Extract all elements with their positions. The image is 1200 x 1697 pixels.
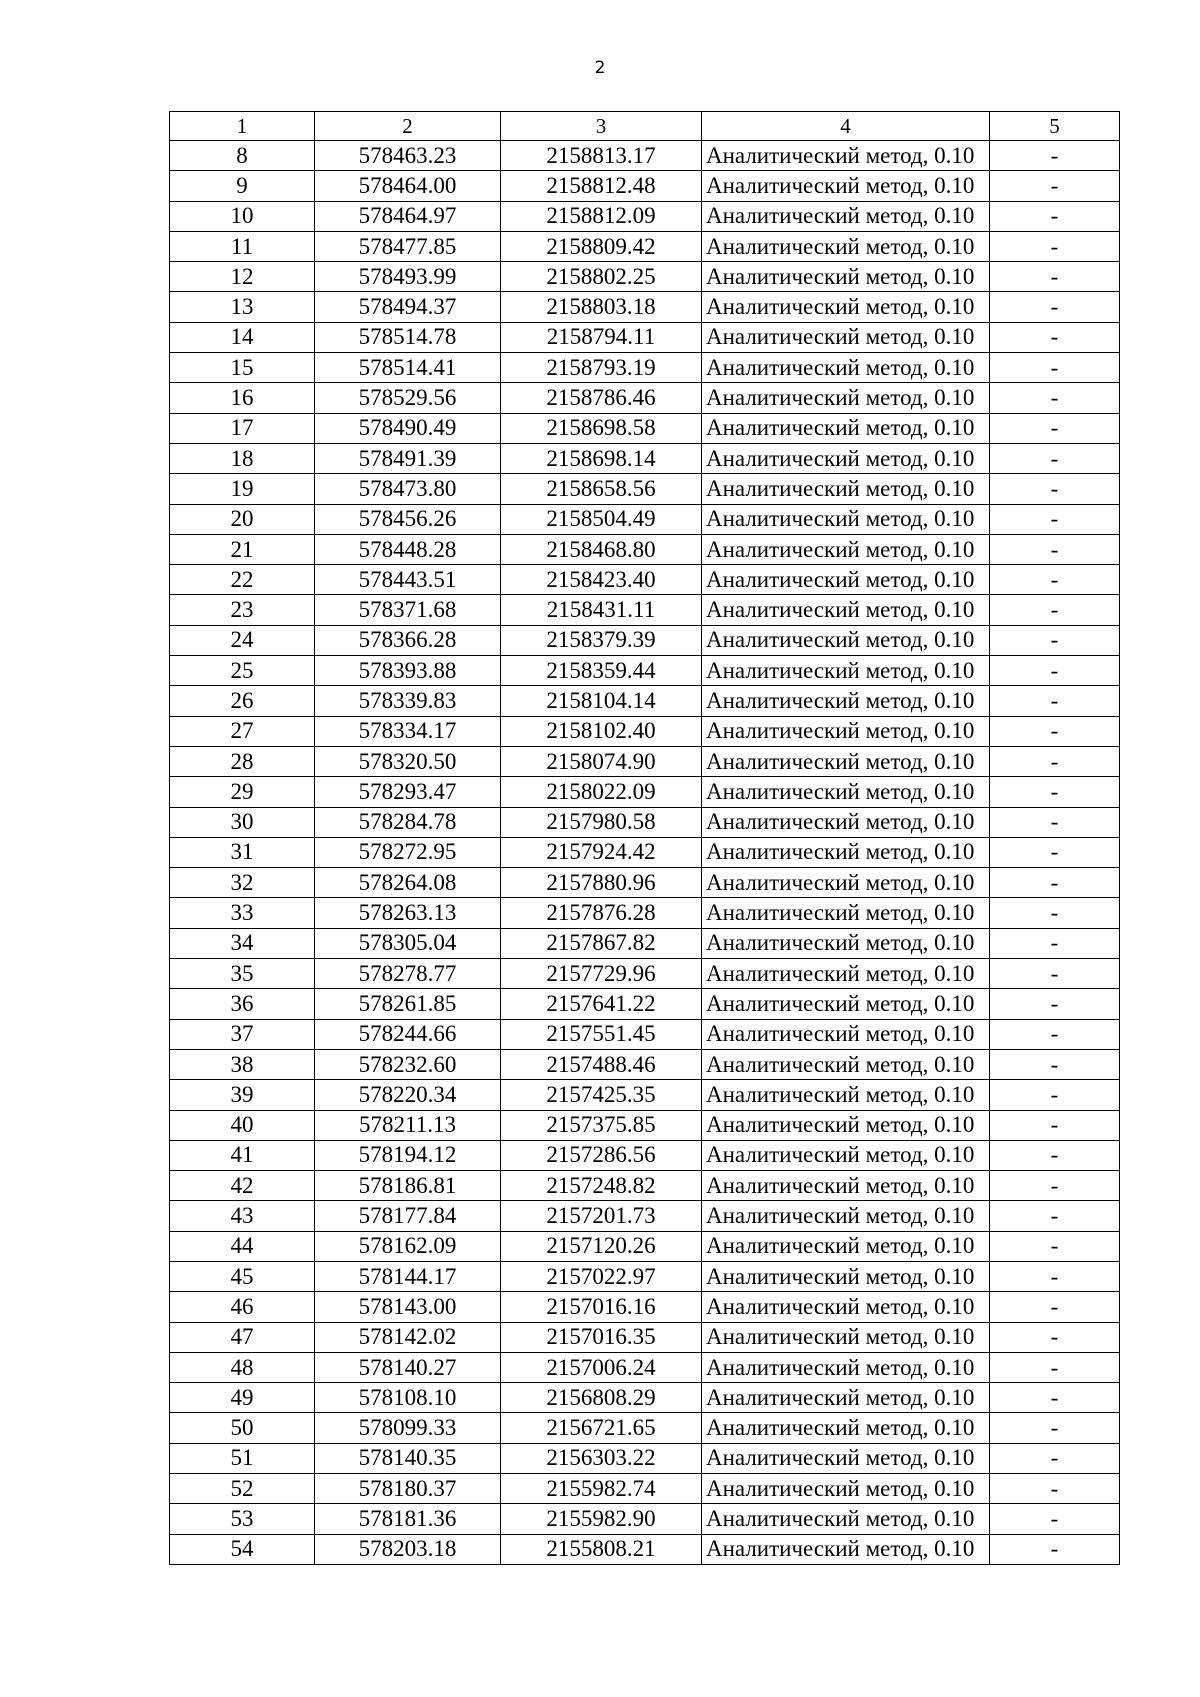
table-row (170, 353, 1120, 383)
y-coordinate-cell: 2156808.29 (501, 1383, 702, 1413)
x-coordinate-cell: 578514.41 (315, 353, 501, 383)
x-coordinate-cell: 578491.39 (315, 443, 501, 473)
x-coordinate-cell: 578181.36 (315, 1504, 501, 1534)
table-row (170, 1292, 1120, 1322)
method-cell: Аналитический метод, 0.10 (702, 1352, 990, 1382)
point-number-cell: 50 (170, 1413, 315, 1443)
method-cell: Аналитический метод, 0.10 (702, 383, 990, 413)
note-cell: - (990, 1140, 1120, 1170)
point-number-cell: 33 (170, 898, 315, 928)
note-cell: - (990, 625, 1120, 655)
table-row (170, 989, 1120, 1019)
x-coordinate-cell: 578140.35 (315, 1443, 501, 1473)
point-number-cell: 21 (170, 534, 315, 564)
point-number-cell: 12 (170, 262, 315, 292)
method-cell: Аналитический метод, 0.10 (702, 1261, 990, 1291)
x-coordinate-cell: 578334.17 (315, 716, 501, 746)
point-number-cell: 32 (170, 868, 315, 898)
point-number-cell: 26 (170, 686, 315, 716)
method-cell: Аналитический метод, 0.10 (702, 1110, 990, 1140)
point-number-cell: 38 (170, 1049, 315, 1079)
point-number-cell: 35 (170, 959, 315, 989)
note-cell: - (990, 353, 1120, 383)
table-row (170, 413, 1120, 443)
x-coordinate-cell: 578180.37 (315, 1474, 501, 1504)
note-cell: - (990, 231, 1120, 261)
x-coordinate-cell: 578162.09 (315, 1231, 501, 1261)
point-number-cell: 8 (170, 141, 315, 171)
header-cell-4: 4 (702, 112, 990, 141)
point-number-cell: 43 (170, 1201, 315, 1231)
note-cell: - (990, 686, 1120, 716)
x-coordinate-cell: 578494.37 (315, 292, 501, 322)
method-cell: Аналитический метод, 0.10 (702, 1534, 990, 1564)
table-row (170, 1534, 1120, 1564)
note-cell: - (990, 534, 1120, 564)
x-coordinate-cell: 578366.28 (315, 625, 501, 655)
point-number-cell: 29 (170, 777, 315, 807)
x-coordinate-cell: 578144.17 (315, 1261, 501, 1291)
table-row (170, 504, 1120, 534)
table-row (170, 1474, 1120, 1504)
table-row (170, 1352, 1120, 1382)
note-cell: - (990, 716, 1120, 746)
note-cell: - (990, 837, 1120, 867)
table-row (170, 1171, 1120, 1201)
note-cell: - (990, 1474, 1120, 1504)
point-number-cell: 25 (170, 656, 315, 686)
table-body (170, 112, 1120, 1565)
note-cell: - (990, 959, 1120, 989)
y-coordinate-cell: 2156721.65 (501, 1413, 702, 1443)
method-cell: Аналитический метод, 0.10 (702, 777, 990, 807)
table-row (170, 231, 1120, 261)
note-cell: - (990, 1261, 1120, 1291)
x-coordinate-cell: 578244.66 (315, 1019, 501, 1049)
x-coordinate-cell: 578194.12 (315, 1140, 501, 1170)
y-coordinate-cell: 2158786.46 (501, 383, 702, 413)
method-cell: Аналитический метод, 0.10 (702, 1171, 990, 1201)
y-coordinate-cell: 2157867.82 (501, 928, 702, 958)
table-row (170, 837, 1120, 867)
point-number-cell: 20 (170, 504, 315, 534)
y-coordinate-cell: 2157016.35 (501, 1322, 702, 1352)
point-number-cell: 24 (170, 625, 315, 655)
table-row (170, 1019, 1120, 1049)
point-number-cell: 39 (170, 1080, 315, 1110)
table-row (170, 1140, 1120, 1170)
note-cell: - (990, 565, 1120, 595)
method-cell: Аналитический метод, 0.10 (702, 443, 990, 473)
x-coordinate-cell: 578261.85 (315, 989, 501, 1019)
point-number-cell: 17 (170, 413, 315, 443)
x-coordinate-cell: 578220.34 (315, 1080, 501, 1110)
point-number-cell: 19 (170, 474, 315, 504)
y-coordinate-cell: 2158431.11 (501, 595, 702, 625)
note-cell: - (990, 1413, 1120, 1443)
table-row (170, 1261, 1120, 1291)
method-cell: Аналитический метод, 0.10 (702, 1049, 990, 1079)
method-cell: Аналитический метод, 0.10 (702, 474, 990, 504)
note-cell: - (990, 746, 1120, 776)
method-cell: Аналитический метод, 0.10 (702, 656, 990, 686)
x-coordinate-cell: 578514.78 (315, 322, 501, 352)
table-row (170, 292, 1120, 322)
method-cell: Аналитический метод, 0.10 (702, 292, 990, 322)
y-coordinate-cell: 2157641.22 (501, 989, 702, 1019)
method-cell: Аналитический метод, 0.10 (702, 504, 990, 534)
point-number-cell: 49 (170, 1383, 315, 1413)
x-coordinate-cell: 578448.28 (315, 534, 501, 564)
note-cell: - (990, 807, 1120, 837)
point-number-cell: 40 (170, 1110, 315, 1140)
table-row (170, 1049, 1120, 1079)
y-coordinate-cell: 2155982.90 (501, 1504, 702, 1534)
method-cell: Аналитический метод, 0.10 (702, 141, 990, 171)
method-cell: Аналитический метод, 0.10 (702, 928, 990, 958)
coordinates-table (169, 111, 1120, 1565)
point-number-cell: 51 (170, 1443, 315, 1473)
table-row (170, 1322, 1120, 1352)
method-cell: Аналитический метод, 0.10 (702, 322, 990, 352)
y-coordinate-cell: 2158022.09 (501, 777, 702, 807)
y-coordinate-cell: 2158813.17 (501, 141, 702, 171)
table-row (170, 746, 1120, 776)
method-cell: Аналитический метод, 0.10 (702, 1322, 990, 1352)
method-cell: Аналитический метод, 0.10 (702, 1292, 990, 1322)
point-number-cell: 53 (170, 1504, 315, 1534)
x-coordinate-cell: 578099.33 (315, 1413, 501, 1443)
note-cell: - (990, 1292, 1120, 1322)
point-number-cell: 45 (170, 1261, 315, 1291)
table-row (170, 474, 1120, 504)
method-cell: Аналитический метод, 0.10 (702, 231, 990, 261)
y-coordinate-cell: 2158793.19 (501, 353, 702, 383)
y-coordinate-cell: 2156303.22 (501, 1443, 702, 1473)
y-coordinate-cell: 2157876.28 (501, 898, 702, 928)
y-coordinate-cell: 2157488.46 (501, 1049, 702, 1079)
y-coordinate-cell: 2158658.56 (501, 474, 702, 504)
y-coordinate-cell: 2158802.25 (501, 262, 702, 292)
y-coordinate-cell: 2158102.40 (501, 716, 702, 746)
note-cell: - (990, 292, 1120, 322)
x-coordinate-cell: 578443.51 (315, 565, 501, 595)
method-cell: Аналитический метод, 0.10 (702, 1504, 990, 1534)
point-number-cell: 52 (170, 1474, 315, 1504)
y-coordinate-cell: 2157022.97 (501, 1261, 702, 1291)
point-number-cell: 9 (170, 171, 315, 201)
table-row (170, 898, 1120, 928)
table-row (170, 1231, 1120, 1261)
table-row (170, 141, 1120, 171)
note-cell: - (990, 1019, 1120, 1049)
x-coordinate-cell: 578211.13 (315, 1110, 501, 1140)
table-row (170, 656, 1120, 686)
point-number-cell: 46 (170, 1292, 315, 1322)
point-number-cell: 15 (170, 353, 315, 383)
y-coordinate-cell: 2158809.42 (501, 231, 702, 261)
point-number-cell: 54 (170, 1534, 315, 1564)
x-coordinate-cell: 578293.47 (315, 777, 501, 807)
point-number-cell: 23 (170, 595, 315, 625)
table-header-row (170, 112, 1120, 141)
x-coordinate-cell: 578463.23 (315, 141, 501, 171)
table-row (170, 959, 1120, 989)
x-coordinate-cell: 578393.88 (315, 656, 501, 686)
table-row (170, 1110, 1120, 1140)
method-cell: Аналитический метод, 0.10 (702, 1019, 990, 1049)
note-cell: - (990, 1352, 1120, 1382)
x-coordinate-cell: 578490.49 (315, 413, 501, 443)
x-coordinate-cell: 578464.00 (315, 171, 501, 201)
note-cell: - (990, 1110, 1120, 1140)
x-coordinate-cell: 578186.81 (315, 1171, 501, 1201)
header-cell-2: 2 (315, 112, 501, 141)
method-cell: Аналитический метод, 0.10 (702, 413, 990, 443)
y-coordinate-cell: 2157551.45 (501, 1019, 702, 1049)
x-coordinate-cell: 578272.95 (315, 837, 501, 867)
y-coordinate-cell: 2157980.58 (501, 807, 702, 837)
table-row (170, 686, 1120, 716)
method-cell: Аналитический метод, 0.10 (702, 595, 990, 625)
x-coordinate-cell: 578108.10 (315, 1383, 501, 1413)
note-cell: - (990, 1443, 1120, 1473)
method-cell: Аналитический метод, 0.10 (702, 565, 990, 595)
y-coordinate-cell: 2158812.09 (501, 201, 702, 231)
x-coordinate-cell: 578278.77 (315, 959, 501, 989)
x-coordinate-cell: 578143.00 (315, 1292, 501, 1322)
y-coordinate-cell: 2158468.80 (501, 534, 702, 564)
point-number-cell: 42 (170, 1171, 315, 1201)
point-number-cell: 10 (170, 201, 315, 231)
note-cell: - (990, 656, 1120, 686)
table-row (170, 868, 1120, 898)
method-cell: Аналитический метод, 0.10 (702, 898, 990, 928)
note-cell: - (990, 474, 1120, 504)
point-number-cell: 16 (170, 383, 315, 413)
x-coordinate-cell: 578464.97 (315, 201, 501, 231)
table-row (170, 1080, 1120, 1110)
y-coordinate-cell: 2157201.73 (501, 1201, 702, 1231)
point-number-cell: 27 (170, 716, 315, 746)
y-coordinate-cell: 2158074.90 (501, 746, 702, 776)
y-coordinate-cell: 2157375.85 (501, 1110, 702, 1140)
note-cell: - (990, 1049, 1120, 1079)
point-number-cell: 47 (170, 1322, 315, 1352)
table-row (170, 322, 1120, 352)
header-cell-3: 3 (501, 112, 702, 141)
point-number-cell: 28 (170, 746, 315, 776)
header-cell-5: 5 (990, 112, 1120, 141)
table-row (170, 716, 1120, 746)
note-cell: - (990, 322, 1120, 352)
method-cell: Аналитический метод, 0.10 (702, 686, 990, 716)
table-row (170, 1443, 1120, 1473)
x-coordinate-cell: 578142.02 (315, 1322, 501, 1352)
method-cell: Аналитический метод, 0.10 (702, 201, 990, 231)
table-row (170, 383, 1120, 413)
y-coordinate-cell: 2158812.48 (501, 171, 702, 201)
y-coordinate-cell: 2158698.14 (501, 443, 702, 473)
note-cell: - (990, 1171, 1120, 1201)
method-cell: Аналитический метод, 0.10 (702, 746, 990, 776)
note-cell: - (990, 171, 1120, 201)
method-cell: Аналитический метод, 0.10 (702, 534, 990, 564)
y-coordinate-cell: 2158504.49 (501, 504, 702, 534)
table-row (170, 262, 1120, 292)
point-number-cell: 18 (170, 443, 315, 473)
note-cell: - (990, 898, 1120, 928)
y-coordinate-cell: 2157006.24 (501, 1352, 702, 1382)
y-coordinate-cell: 2158803.18 (501, 292, 702, 322)
note-cell: - (990, 928, 1120, 958)
method-cell: Аналитический метод, 0.10 (702, 1140, 990, 1170)
method-cell: Аналитический метод, 0.10 (702, 1443, 990, 1473)
page-number: 2 (594, 58, 606, 78)
x-coordinate-cell: 578529.56 (315, 383, 501, 413)
method-cell: Аналитический метод, 0.10 (702, 353, 990, 383)
point-number-cell: 36 (170, 989, 315, 1019)
y-coordinate-cell: 2157286.56 (501, 1140, 702, 1170)
y-coordinate-cell: 2158379.39 (501, 625, 702, 655)
y-coordinate-cell: 2157016.16 (501, 1292, 702, 1322)
table-row (170, 565, 1120, 595)
x-coordinate-cell: 578177.84 (315, 1201, 501, 1231)
note-cell: - (990, 1383, 1120, 1413)
method-cell: Аналитический метод, 0.10 (702, 1201, 990, 1231)
method-cell: Аналитический метод, 0.10 (702, 1080, 990, 1110)
x-coordinate-cell: 578339.83 (315, 686, 501, 716)
note-cell: - (990, 413, 1120, 443)
y-coordinate-cell: 2158104.14 (501, 686, 702, 716)
note-cell: - (990, 504, 1120, 534)
y-coordinate-cell: 2155808.21 (501, 1534, 702, 1564)
table-row (170, 928, 1120, 958)
method-cell: Аналитический метод, 0.10 (702, 1383, 990, 1413)
note-cell: - (990, 1080, 1120, 1110)
y-coordinate-cell: 2157248.82 (501, 1171, 702, 1201)
table-row (170, 777, 1120, 807)
x-coordinate-cell: 578493.99 (315, 262, 501, 292)
y-coordinate-cell: 2157120.26 (501, 1231, 702, 1261)
point-number-cell: 11 (170, 231, 315, 261)
method-cell: Аналитический метод, 0.10 (702, 868, 990, 898)
method-cell: Аналитический метод, 0.10 (702, 625, 990, 655)
table-row (170, 1201, 1120, 1231)
x-coordinate-cell: 578264.08 (315, 868, 501, 898)
note-cell: - (990, 383, 1120, 413)
x-coordinate-cell: 578473.80 (315, 474, 501, 504)
note-cell: - (990, 1231, 1120, 1261)
x-coordinate-cell: 578320.50 (315, 746, 501, 776)
note-cell: - (990, 1322, 1120, 1352)
table-row (170, 625, 1120, 655)
method-cell: Аналитический метод, 0.10 (702, 837, 990, 867)
y-coordinate-cell: 2158359.44 (501, 656, 702, 686)
point-number-cell: 13 (170, 292, 315, 322)
x-coordinate-cell: 578203.18 (315, 1534, 501, 1564)
method-cell: Аналитический метод, 0.10 (702, 1231, 990, 1261)
point-number-cell: 48 (170, 1352, 315, 1382)
x-coordinate-cell: 578371.68 (315, 595, 501, 625)
method-cell: Аналитический метод, 0.10 (702, 1413, 990, 1443)
method-cell: Аналитический метод, 0.10 (702, 989, 990, 1019)
x-coordinate-cell: 578284.78 (315, 807, 501, 837)
y-coordinate-cell: 2158794.11 (501, 322, 702, 352)
table-row (170, 171, 1120, 201)
x-coordinate-cell: 578305.04 (315, 928, 501, 958)
x-coordinate-cell: 578263.13 (315, 898, 501, 928)
note-cell: - (990, 868, 1120, 898)
table-row (170, 1383, 1120, 1413)
header-cell-1: 1 (170, 112, 315, 141)
note-cell: - (990, 1201, 1120, 1231)
y-coordinate-cell: 2158423.40 (501, 565, 702, 595)
x-coordinate-cell: 578232.60 (315, 1049, 501, 1079)
point-number-cell: 22 (170, 565, 315, 595)
point-number-cell: 31 (170, 837, 315, 867)
x-coordinate-cell: 578140.27 (315, 1352, 501, 1382)
note-cell: - (990, 777, 1120, 807)
method-cell: Аналитический метод, 0.10 (702, 807, 990, 837)
point-number-cell: 14 (170, 322, 315, 352)
y-coordinate-cell: 2157729.96 (501, 959, 702, 989)
y-coordinate-cell: 2157425.35 (501, 1080, 702, 1110)
note-cell: - (990, 595, 1120, 625)
table-row (170, 595, 1120, 625)
note-cell: - (990, 262, 1120, 292)
note-cell: - (990, 201, 1120, 231)
table-row (170, 1413, 1120, 1443)
table-row (170, 807, 1120, 837)
y-coordinate-cell: 2157924.42 (501, 837, 702, 867)
table-row (170, 1504, 1120, 1534)
note-cell: - (990, 141, 1120, 171)
x-coordinate-cell: 578456.26 (315, 504, 501, 534)
method-cell: Аналитический метод, 0.10 (702, 959, 990, 989)
y-coordinate-cell: 2158698.58 (501, 413, 702, 443)
y-coordinate-cell: 2155982.74 (501, 1474, 702, 1504)
method-cell: Аналитический метод, 0.10 (702, 262, 990, 292)
method-cell: Аналитический метод, 0.10 (702, 716, 990, 746)
note-cell: - (990, 989, 1120, 1019)
method-cell: Аналитический метод, 0.10 (702, 1474, 990, 1504)
note-cell: - (990, 1534, 1120, 1564)
point-number-cell: 37 (170, 1019, 315, 1049)
point-number-cell: 34 (170, 928, 315, 958)
point-number-cell: 41 (170, 1140, 315, 1170)
x-coordinate-cell: 578477.85 (315, 231, 501, 261)
note-cell: - (990, 1504, 1120, 1534)
note-cell: - (990, 443, 1120, 473)
y-coordinate-cell: 2157880.96 (501, 868, 702, 898)
table-row (170, 534, 1120, 564)
table-row (170, 443, 1120, 473)
point-number-cell: 44 (170, 1231, 315, 1261)
method-cell: Аналитический метод, 0.10 (702, 171, 990, 201)
table-row (170, 201, 1120, 231)
point-number-cell: 30 (170, 807, 315, 837)
